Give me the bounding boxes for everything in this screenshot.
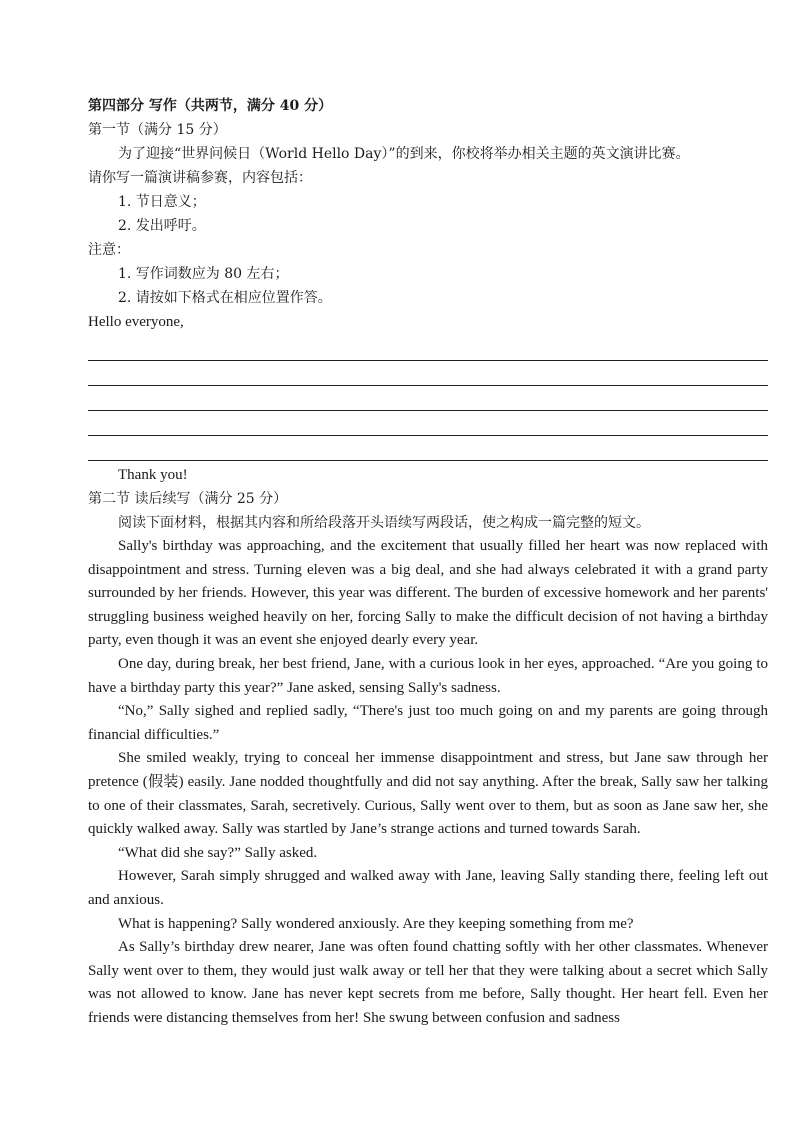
part1-intro-line1: 为了迎接“世界问候日（World Hello Day）”的到来，你校将举办相关主题的英文演讲比赛。 (118, 146, 690, 162)
answer-line[interactable] (88, 411, 768, 436)
story-paragraph-4: She smiled weakly, trying to conceal her immense disappointment and stress, but Jane saw through her pretence (假装) easily. Jane nodded thoughtfully and did not say anything. After the break, Sally saw her talking to one of their classmates, Sarah, secretively. Curious, Sally went over to them, but as soon as Jane saw her, she quickly walked away. Sally was startled by Jane’s strange actions and turned towards Sarah. (88, 750, 768, 838)
story-paragraph-7: What is happening? Sally wondered anxiously. Are they keeping something from me? (118, 915, 634, 932)
answer-line[interactable] (88, 361, 768, 386)
answer-line[interactable] (88, 386, 768, 411)
section-title: 第四部分 写作（共两节，满分 40 分） (88, 98, 333, 114)
content-point-1: 1. 节日意义； (118, 194, 206, 210)
exam-page (88, 94, 768, 1030)
part2-instruction: 阅读下面材料，根据其内容和所给段落开头语续写两段话，使之构成一篇完整的短文。 (118, 515, 650, 531)
part1-heading: 第一节（满分 15 分） (88, 122, 227, 138)
part1-intro-line2: 请你写一篇演讲稿参赛，内容包括： (88, 170, 312, 186)
story-paragraph-1: Sally's birthday was approaching, and the excitement that usually filled her heart was now replaced with disappointment and stress. Turning eleven was a big deal, and she had always celebrated it with a grand party surrounded by her friends. However, this year was different. The burden of excessive homework and her parents' struggling business weighed heavily on her, forcing Sally to make the difficult decision of not having a birthday party, even though it was an event she enjoyed dearly every year. (88, 538, 768, 649)
part2-heading: 第二节 读后续写（满分 25 分） (88, 491, 288, 507)
answer-line[interactable] (88, 436, 768, 461)
note-1: 1. 写作词数应为 80 左右； (118, 266, 289, 282)
story-paragraph-5: “What did she say?” Sally asked. (118, 844, 318, 861)
content-point-2: 2. 发出呼吁。 (118, 218, 206, 234)
closing: Thank you! (118, 467, 188, 483)
notes-label: 注意： (88, 242, 130, 258)
story-paragraph-8: As Sally’s birthday drew nearer, Jane was often found chatting softly with her other classmates. Whenever Sally went over to them, they would just walk away or tell her that they were talking about a secret which Sally was not allowed to know. Jane has never kept secrets from me before, Sally thought. Her heart fell. Even her friends were distancing themselves from her! She swung between confusion and sadness (88, 939, 768, 1026)
answer-line[interactable] (88, 336, 768, 361)
greeting: Hello everyone, (88, 314, 184, 330)
note-2: 2. 请按如下格式在相应位置作答。 (118, 290, 332, 306)
story-paragraph-3: “No,” Sally sighed and replied sadly, “There's just too much going on and my parents are going through financial difficulties.” (88, 703, 768, 743)
answer-area[interactable] (88, 336, 768, 461)
story-paragraph-2: One day, during break, her best friend, Jane, with a curious look in her eyes, approached. “Are you going to have a birthday party this year?” Jane asked, sensing Sally's sadness. (88, 655, 768, 696)
story-paragraph-6: However, Sarah simply shrugged and walked away with Jane, leaving Sally standing there, feeling left out and anxious. (88, 868, 768, 908)
